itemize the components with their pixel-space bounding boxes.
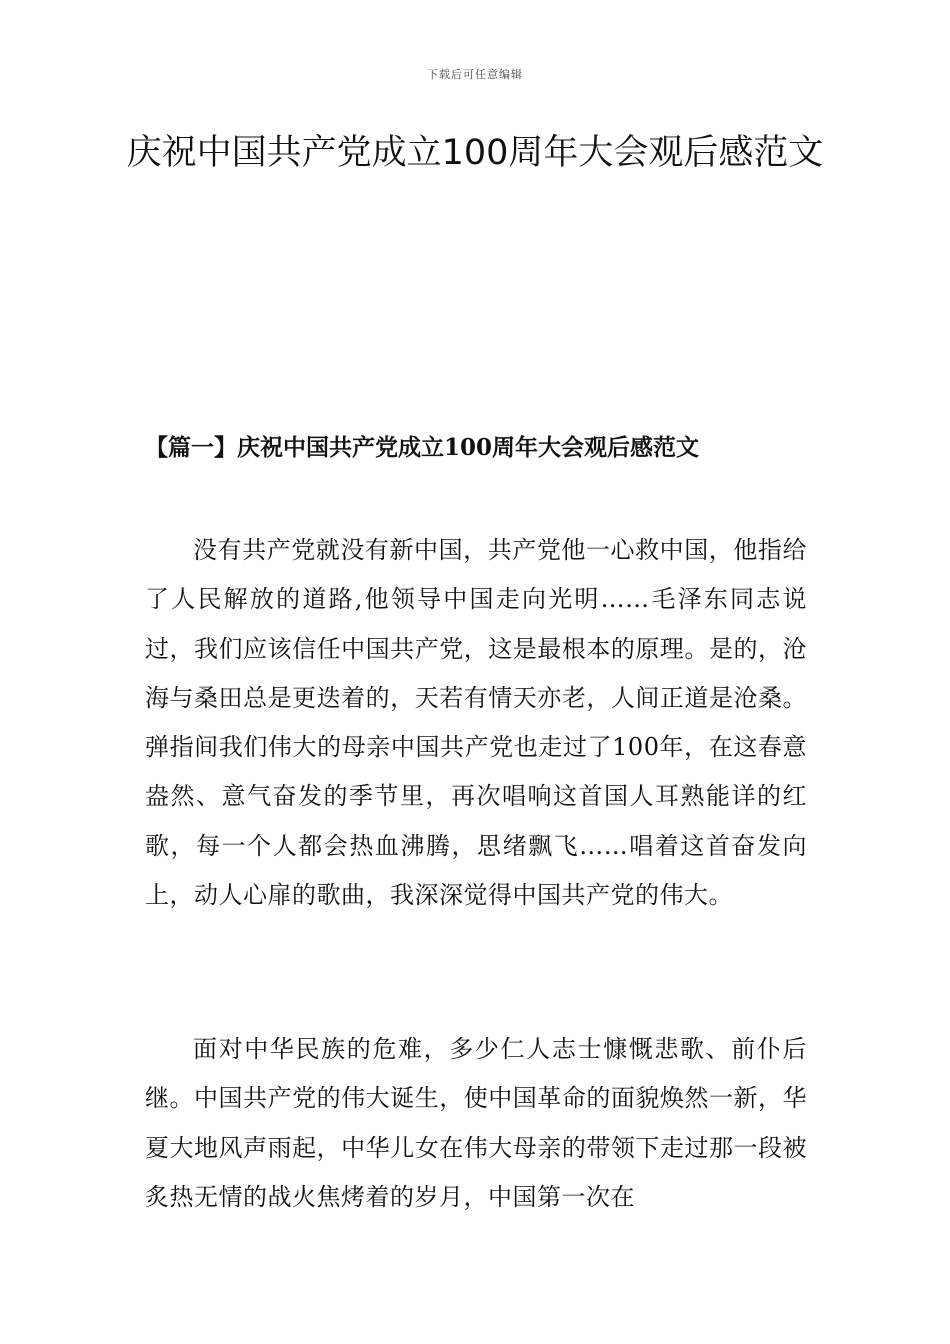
body-paragraph: 没有共产党就没有新中国，共产党他一心救中国，他指给了人民解放的道路,他领导中国走向光明……毛泽东同志说过，我们应该信任中国共产党，这是最根本的原理。是的，沧海与桑田总是更迭着的，天若有情天亦老，人间正道是沧桑。弹指间我们伟大的母亲中国共产党也走过了100年，在这春意盎然、意气奋发的季节里，再次唱响这首国人耳熟能详的红歌，每一个人都会热血沸腾，思绪飘飞……唱着这首奋发向上，动人心扉的歌曲，我深深觉得中国共产党的伟大。: [145, 536, 807, 910]
section-heading: 【篇一】庆祝中国共产党成立100周年大会观后感范文: [145, 434, 700, 461]
body-paragraph: 面对中华民族的危难，多少仁人志士慷慨悲歌、前仆后继。中国共产党的伟大诞生，使中国革命的面貌焕然一新，华夏大地风声雨起，中华儿女在伟大母亲的带领下走过那一段被炙热无情的战火焦烤着的岁月，中国第一次在: [145, 1035, 807, 1211]
download-editable-note: 下载后可任意编辑: [427, 68, 523, 81]
document-title: 庆祝中国共产党成立100周年大会观后感范文: [126, 133, 824, 173]
